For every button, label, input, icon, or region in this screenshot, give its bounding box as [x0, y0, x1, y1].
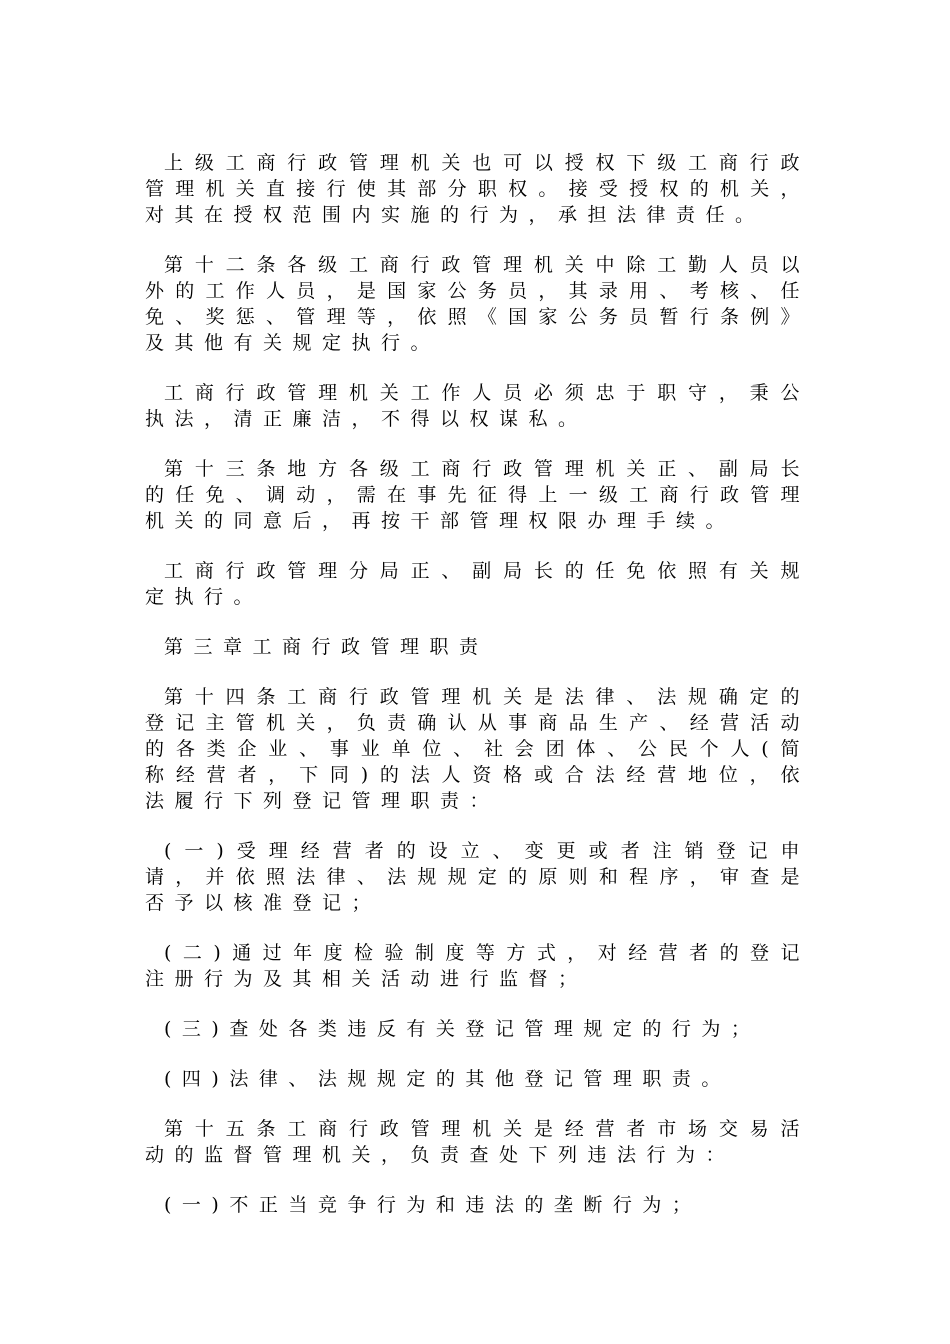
list-item-3: (三)查处各类违反有关登记管理规定的行为；: [164, 1018, 761, 1040]
chapter-heading: 第三章工商行政管理职责: [164, 636, 489, 658]
paragraph-article-14: 第十四条工商行政管理机关是法律、法规确定的登记主管机关，负责确认从事商品生产、经营活动的各类企业、事业单位、社会团体、公民个人(简称经营者，下同)的法人资格或合法经营地位，依法履行下列登记管理职责：: [145, 686, 810, 812]
paragraph-article-15: 第十五条工商行政管理机关是经营者市场交易活动的监督管理机关，负责查处下列违法行为：: [145, 1118, 810, 1166]
list-item-4: (四)法律、法规规定的其他登记管理职责。: [164, 1068, 731, 1090]
list-item-1: (一)受理经营者的设立、变更或者注销登记申请，并依照法律、法规规定的原则和程序，审查是否予以核准登记；: [145, 840, 810, 914]
paragraph-authorization: 上级工商行政管理机关也可以授权下级工商行政管理机关直接行使其部分职权。接受授权的机关，对其在授权范围内实施的行为，承担法律责任。: [145, 152, 810, 226]
paragraph-staff-duty: 工商行政管理机关工作人员必须忠于职守，秉公执法，清正廉洁，不得以权谋私。: [145, 382, 810, 430]
paragraph-article-12: 第十二条各级工商行政管理机关中除工勤人员以外的工作人员，是国家公务员，其录用、考核、任免、奖惩、管理等，依照《国家公务员暂行条例》及其他有关规定执行。: [145, 254, 810, 354]
document-body: [145, 150, 810, 1242]
list-item-2: (二)通过年度检验制度等方式，对经营者的登记注册行为及其相关活动进行监督；: [145, 942, 810, 990]
list-item-article-15-1: (一)不正当竞争行为和违法的垄断行为；: [164, 1194, 702, 1216]
paragraph-article-13: 第十三条地方各级工商行政管理机关正、副局长的任免、调动，需在事先征得上一级工商行政管理机关的同意后，再按干部管理权限办理手续。: [145, 458, 810, 532]
paragraph-branch-directors: 工商行政管理分局正、副局长的任免依照有关规定执行。: [145, 560, 810, 608]
